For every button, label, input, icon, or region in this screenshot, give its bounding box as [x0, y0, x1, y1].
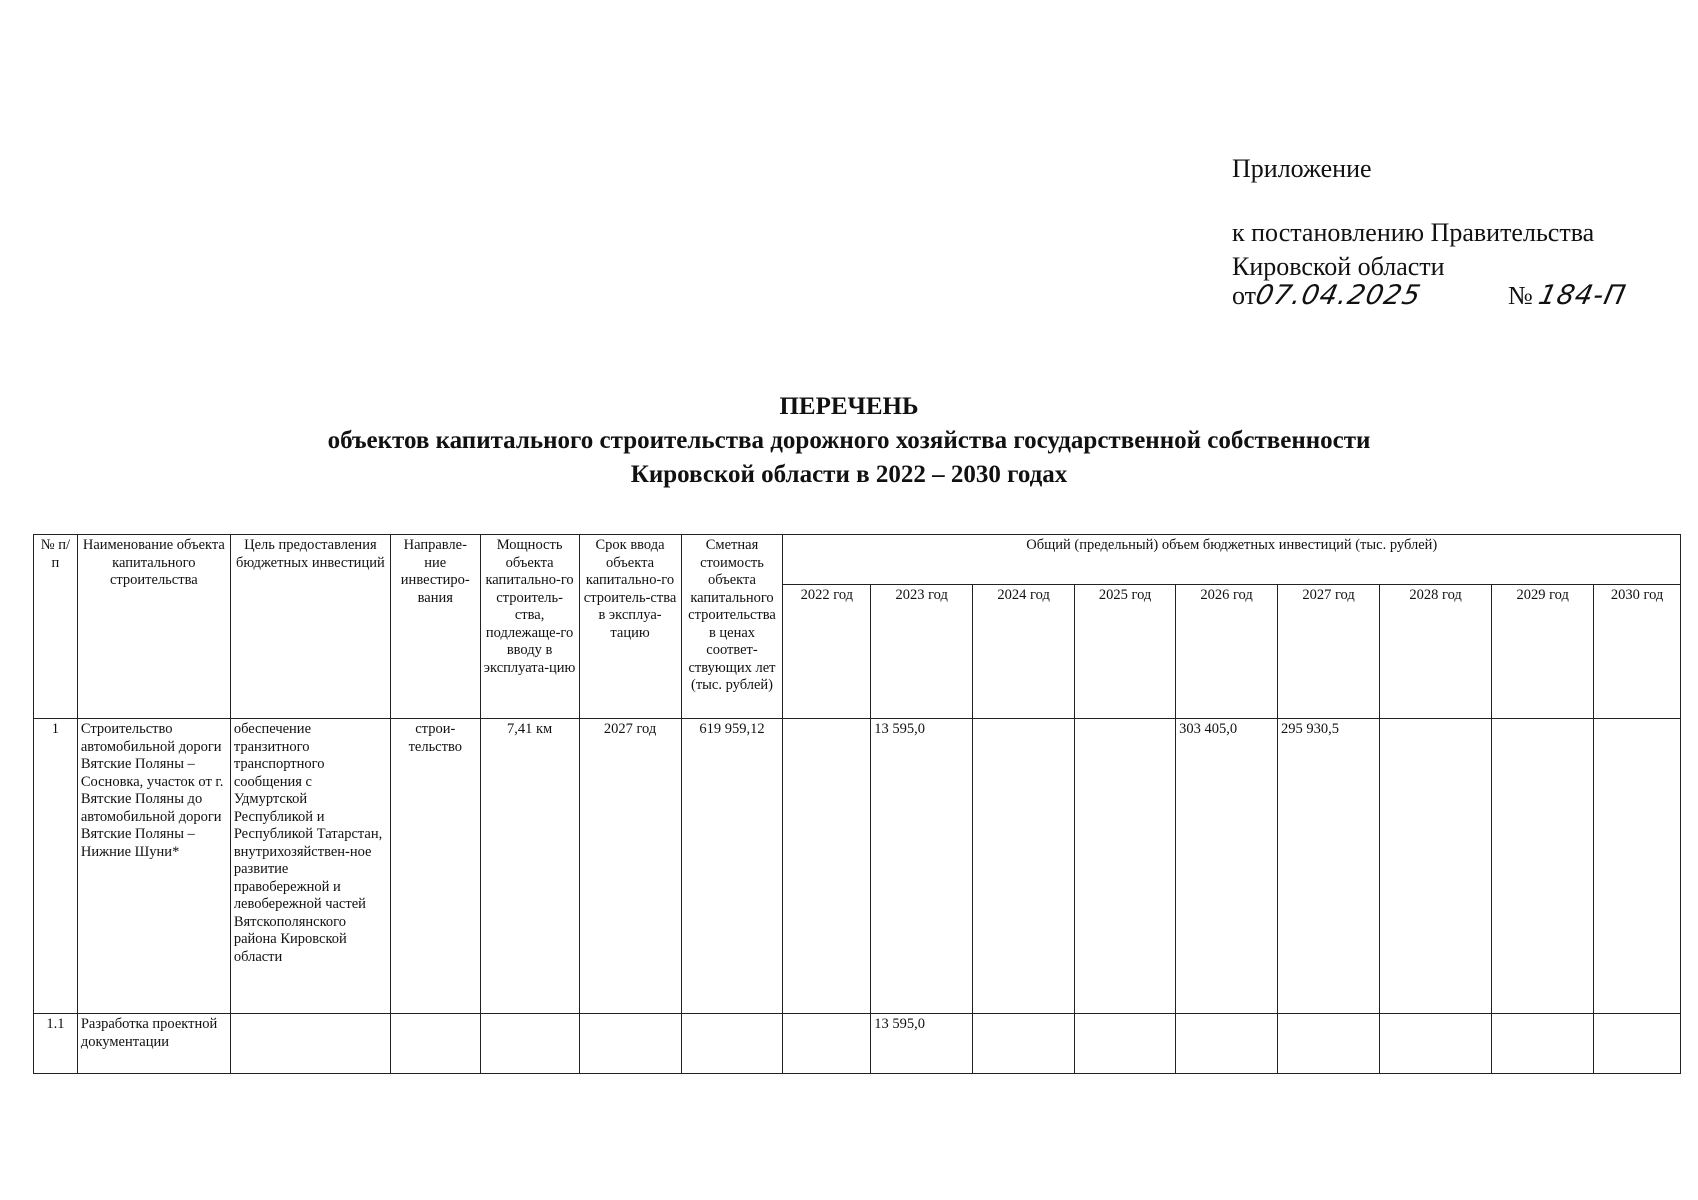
row-year-value: [1492, 1014, 1594, 1074]
row-name: Строительство автомобильной дороги Вятские Поляны – Сосновка, участок от г. Вятские Поляны до автомобильной дороги Вятские Поляны – Нижние Шуни*: [77, 719, 230, 1014]
title-line-1: ПЕРЕЧЕНЬ: [779, 393, 919, 420]
header-year: 2023 год: [871, 585, 973, 719]
header-year: 2025 год: [1075, 585, 1176, 719]
row-year-value: [1492, 719, 1594, 1014]
header-num: № п/п: [34, 535, 78, 719]
handwritten-date: 07.04.2025: [1252, 280, 1424, 311]
header-direction: Направле-ние инвестиро-вания: [390, 535, 480, 719]
header-year: 2029 год: [1492, 585, 1594, 719]
title-line-2: объектов капитального строительства дорожного хозяйства государственной собственности: [327, 427, 1371, 454]
row-capacity: [480, 1014, 579, 1074]
header-year: 2024 год: [973, 585, 1075, 719]
table-row: [34, 1014, 1681, 1074]
header-capacity: Мощность объекта капитально-го строитель-ства, подлежаще-го вводу в эксплуата-цию: [480, 535, 579, 719]
row-year-value: [1380, 1014, 1492, 1074]
row-year-value: 295 930,5: [1278, 719, 1380, 1014]
resolution-line-2: Кировской области: [1232, 252, 1445, 281]
document-title: [0, 390, 1698, 492]
header-name: Наименование объекта капитального строительства: [77, 535, 230, 719]
row-goal: обеспечение транзитного транспортного сообщения с Удмуртской Республикой и Республикой Татарстан, внутрихозяйствен-ное развитие правобережной и левобережной частей Вятскополянского района Кировской области: [230, 719, 390, 1014]
row-num: 1: [34, 719, 78, 1014]
row-year-value: [1075, 719, 1176, 1014]
appendix-label: Приложение: [1232, 154, 1372, 183]
appendix-block: [1232, 152, 1594, 284]
header-cost: Сметная стоимость объекта капитального строительства в ценах соответ-ствующих лет (тыс. рублей): [681, 535, 783, 719]
row-num: 1.1: [34, 1014, 78, 1074]
header-goal: Цель предоставления бюджетных инвестиций: [230, 535, 390, 719]
row-cost: 619 959,12: [681, 719, 783, 1014]
number-prefix: №: [1508, 281, 1533, 310]
handwritten-number: 184-П: [1536, 280, 1630, 311]
resolution-line-1: к постановлению Правительства: [1232, 218, 1595, 247]
header-year: 2026 год: [1176, 585, 1278, 719]
row-year-value: [1278, 1014, 1380, 1074]
header-term: Срок ввода объекта капитально-го строитель-ства в эксплуа-тацию: [579, 535, 681, 719]
row-capacity: 7,41 км: [480, 719, 579, 1014]
row-year-value: [973, 1014, 1075, 1074]
row-year-value: [1176, 1014, 1278, 1074]
row-name: Разработка проектной документации: [77, 1014, 230, 1074]
row-year-value: 13 595,0: [871, 719, 973, 1014]
row-year-value: [783, 719, 871, 1014]
row-year-value: [973, 719, 1075, 1014]
header-year: 2027 год: [1278, 585, 1380, 719]
objects-table: [33, 534, 1681, 1074]
row-term: 2027 год: [579, 719, 681, 1014]
table-row: [34, 719, 1681, 1014]
row-cost: [681, 1014, 783, 1074]
row-direction: строи-тельство: [390, 719, 480, 1014]
title-line-3: Кировской области в 2022 – 2030 годах: [630, 461, 1068, 488]
header-year: 2030 год: [1594, 585, 1681, 719]
date-line: [1232, 280, 1424, 311]
number-line: [1508, 280, 1630, 311]
row-year-value: [1380, 719, 1492, 1014]
row-direction: [390, 1014, 480, 1074]
row-year-value: [1594, 1014, 1681, 1074]
header-year: 2028 год: [1380, 585, 1492, 719]
row-year-value: 303 405,0: [1176, 719, 1278, 1014]
header-year: 2022 год: [783, 585, 871, 719]
date-prefix: от: [1232, 281, 1257, 310]
row-year-value: [1594, 719, 1681, 1014]
row-term: [579, 1014, 681, 1074]
row-year-value: [1075, 1014, 1176, 1074]
row-year-value: 13 595,0: [871, 1014, 973, 1074]
row-year-value: [783, 1014, 871, 1074]
header-total: Общий (предельный) объем бюджетных инвестиций (тыс. рублей): [783, 535, 1681, 585]
row-goal: [230, 1014, 390, 1074]
